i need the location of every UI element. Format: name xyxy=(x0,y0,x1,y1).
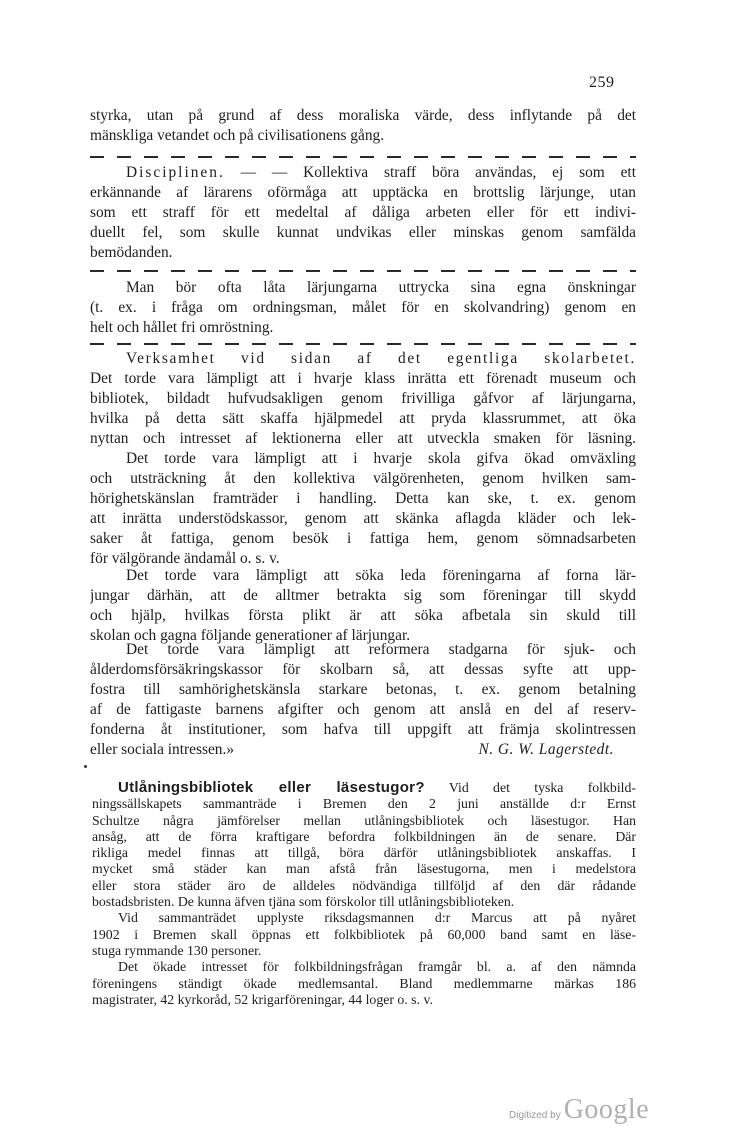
text-line: ningssällskapets sammanträde i Bremen den 2 juni anställde d:r Ernst xyxy=(92,796,636,812)
dashed-separator xyxy=(90,270,636,272)
watermark-prefix: Digitized by xyxy=(509,1110,561,1121)
text-line: att inrätta understödskassor, genom att skänka aflagda kläder och lek- xyxy=(90,510,636,527)
dashed-separator xyxy=(90,156,636,158)
text-line: Vid sammanträdet upplyste riksdagsmannen d:r Marcus att på nyåret xyxy=(118,910,636,926)
heading-rest: — — Kollektiva straff böra användas, ej som ett xyxy=(224,164,636,181)
dashed-separator xyxy=(90,343,636,345)
text-line xyxy=(92,780,636,796)
text-line: bemödanden. xyxy=(90,244,173,261)
text-line: hörighetskänslan framträder i handling. Detta kan ske, t. ex. genom xyxy=(90,490,636,507)
text-line: föreningens ständigt ökade medlemsantal. Bland medlemmarne märkas 186 xyxy=(92,975,636,991)
text-line: hvilka på detta sätt skaffa hjälpmedel att pryda klassrummet, att öka xyxy=(90,410,636,427)
text-line: Det torde vara lämpligt att i hvarje skola gifva ökad omväxling xyxy=(126,450,636,467)
text-line: jungar därhän, att de alltmer betrakta sig som föreningar till skydd xyxy=(90,587,636,604)
paragraph-verksamhet xyxy=(90,349,636,449)
article-utlaningsbibliotek xyxy=(92,780,636,1008)
text-line: ålderdomsförsäkringskassor för skolbarn så, att dessas syfte att upp- xyxy=(90,661,636,678)
text-line: Man bör ofta låta lärjungarna uttrycka sina egna önskningar xyxy=(126,279,636,296)
text-line: bostadsbristen. De kunna äfven tjäna som förskolor till utlåningsbiblioteken. xyxy=(92,894,515,910)
text-line: rikliga medel finnas att tillgå, böra därför utlåningsbibliotek anskaffas. I xyxy=(92,845,636,861)
paragraph-sjukkassor xyxy=(90,640,636,760)
text-line: Det torde vara lämpligt att söka leda föreningarna af forna lär- xyxy=(126,567,636,584)
text-line: ansåg, att de förra kraftigare befordra folkbildningen än de senare. Där xyxy=(92,828,636,844)
text-line: Schultze några jämförelser mellan utlåningsbibliotek och läsestugor. Han xyxy=(92,812,636,828)
paragraph-onskningar xyxy=(90,278,636,338)
text-line xyxy=(90,163,636,183)
digitized-by-google-watermark xyxy=(509,1094,649,1126)
google-logo: Google xyxy=(563,1094,650,1125)
text-line: och utsträckning åt den kollektiva välgörenheten, genom hvilken sam- xyxy=(90,470,636,487)
text-line: Det ökade intresset för folkbildningsfrågan framgår bl. a. af den nämnda xyxy=(118,959,636,975)
text-line: som ett straff för ett medeltal af dåliga arbeten eller för ett indivi- xyxy=(90,204,636,221)
heading-rest: Vid det tyska folkbild- xyxy=(424,780,636,795)
text-line: nyttan och intresset af lektionerna eller att utveckla smaken för läsning. xyxy=(90,430,636,447)
text-line: styrka, utan på grund af dess moraliska värde, dess inflytande på det xyxy=(90,107,636,124)
text-line: erkännande af lärarens oförmåga att upptäcka en brottslig lärjunge, utan xyxy=(90,184,636,201)
text-line: af de fattigaste barnens afgifter och genom att anslå en del af reserv- xyxy=(90,701,636,718)
text-line: mänskliga vetandet och på civilisationens gång. xyxy=(90,127,385,144)
text-line: fostra till samhörighetskänsla starkare betonas, t. ex. genom betalning xyxy=(90,681,636,698)
text-line: saker åt fattiga, genom besök i fattiga hem, genom sömnadsarbeten xyxy=(90,530,636,547)
text-line: helt och hållet fri omröstning. xyxy=(90,319,274,336)
text-line: bibliotek, bildadt hufvudsakligen genom frivilliga gåfvor af lärjungarna, xyxy=(90,390,636,407)
section-heading: Verksamhet vid sidan af det egentliga skolarbetet. xyxy=(126,350,636,367)
text-line: skolan och gagna följande generationer af lärjungar. xyxy=(90,627,411,644)
text-line: (t. ex. i fråga om ordningsman, målet för en skolvandring) genom en xyxy=(90,299,636,316)
text-line: och hjälp, hvilkas första plikt är att söka afbetala sin skuld till xyxy=(90,607,636,624)
paragraph-foreningar xyxy=(90,566,636,646)
paragraph-omvaxling xyxy=(90,449,636,569)
text-line: Det torde vara lämpligt att reformera stadgarna för sjuk- och xyxy=(126,641,636,658)
signature-line xyxy=(90,740,636,760)
text-line: Det torde vara lämpligt att i hvarje klass inrätta ett förenadt museum och xyxy=(90,370,636,387)
text-line: magistrater, 42 kyrkoråd, 52 krigarföreningar, 44 loger o. s. v. xyxy=(92,991,433,1007)
text-line: eller stora städer äro de alldeles nödvändiga tillföljd af den där rådande xyxy=(92,877,636,893)
article-heading: Utlåningsbibliotek eller läsestugor? xyxy=(118,780,425,796)
text-line: 1902 i Bremen skall öppnas ett folkbibliotek på 60,000 band samt en läse- xyxy=(92,926,636,942)
author-signature: N. G. W. Lagerstedt. xyxy=(478,741,614,758)
section-heading: Disciplinen. xyxy=(126,164,225,181)
closing-text: eller sociala intressen.» xyxy=(90,741,235,758)
text-line: duellt fel, som skulle kunnat undvikas eller minskas genom samfälda xyxy=(90,224,636,241)
text-line: fonderna åt institutioner, som hafva till uppgift att främja skolintressen xyxy=(90,721,636,738)
text-line xyxy=(90,349,636,369)
paragraph-continuation xyxy=(90,106,636,146)
text-line: stuga rymmande 130 personer. xyxy=(92,942,262,958)
paragraph-disciplin xyxy=(90,163,636,263)
text-line: för välgörande ändamål o. s. v. xyxy=(90,550,280,567)
text-line: mycket små städer kan man afstå från läsestugorna, men i medelstora xyxy=(92,861,636,877)
page-number: 259 xyxy=(589,74,615,91)
bullet-mark xyxy=(84,765,87,768)
